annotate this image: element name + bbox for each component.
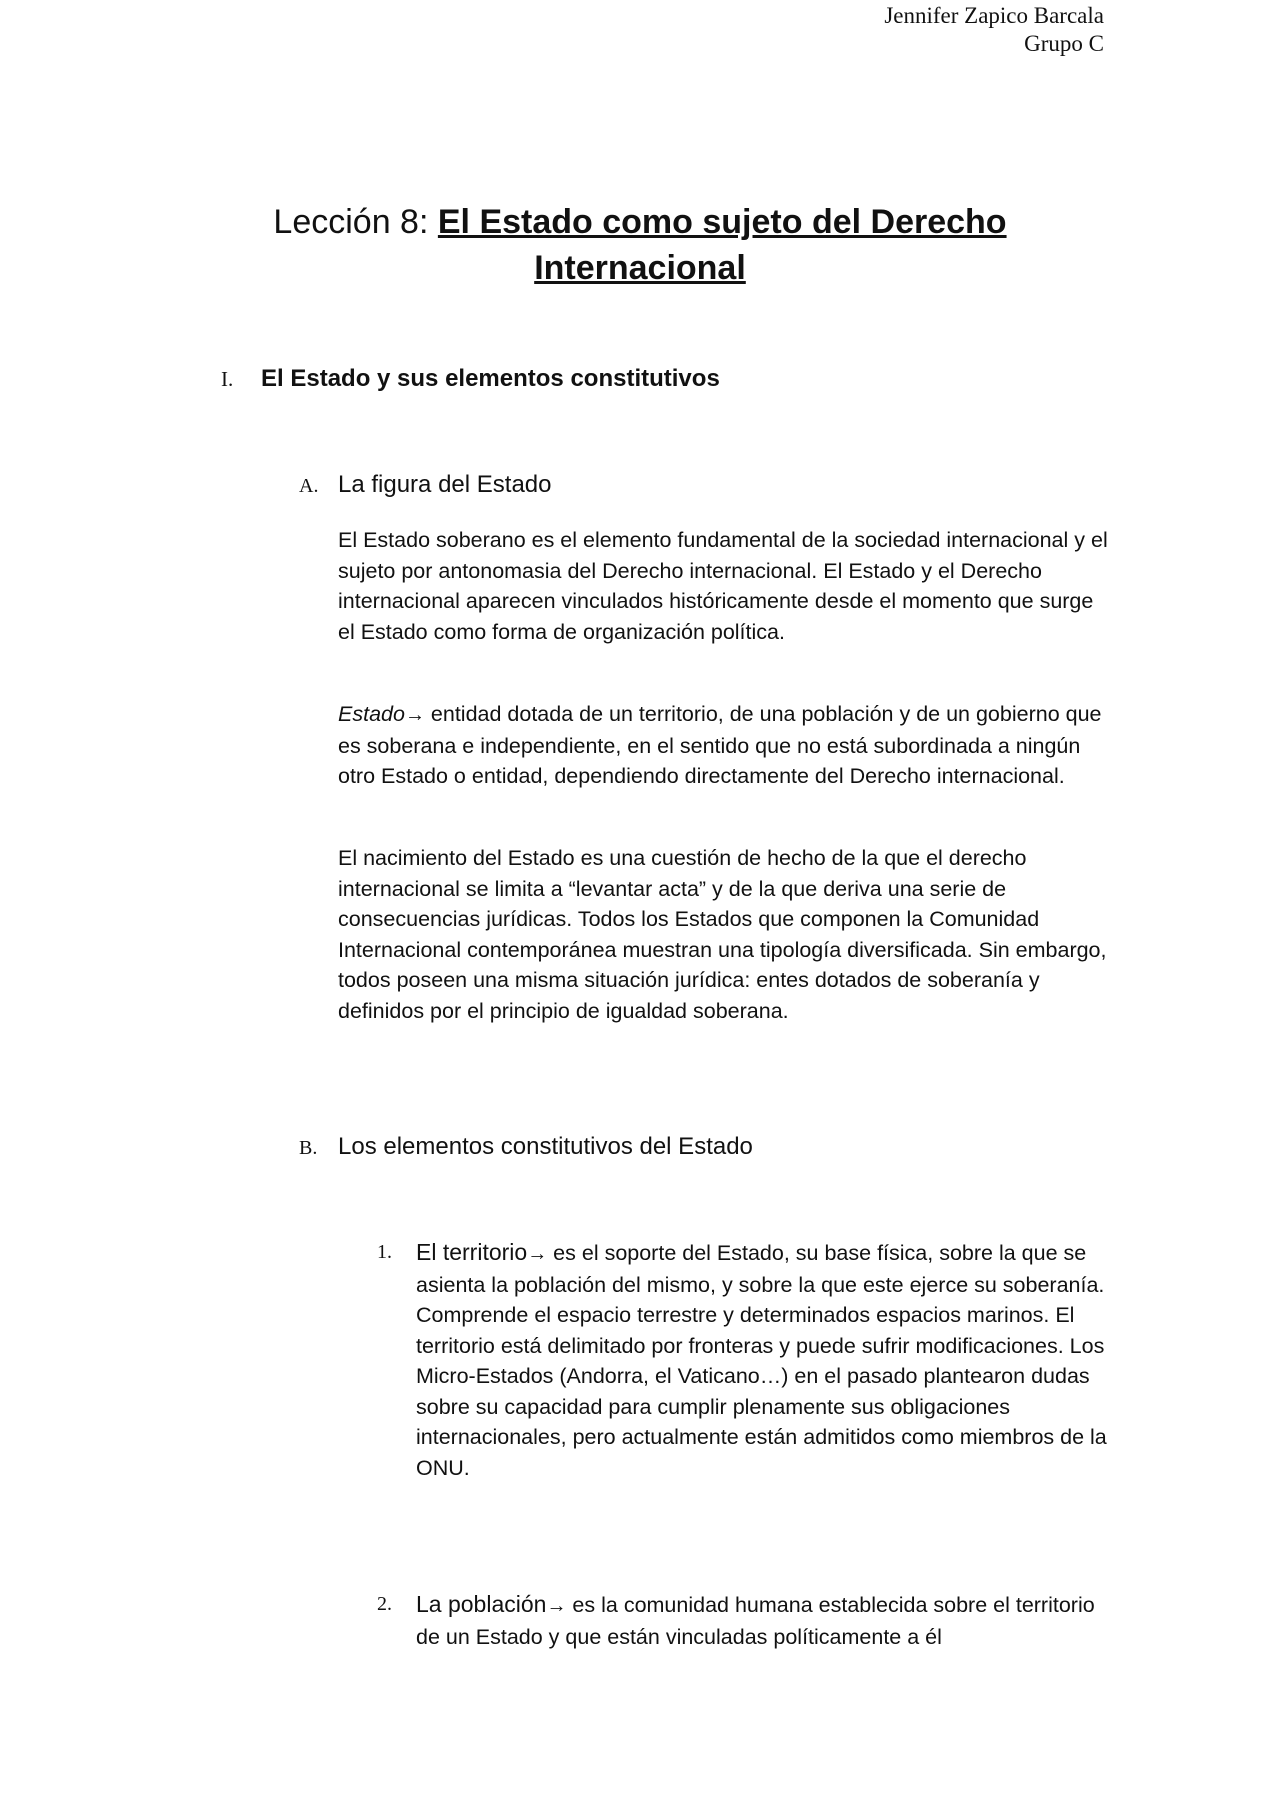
subsection-a-letter: A. [299,475,319,497]
list-item-text: es la comunidad humana establecida sobre el territorio de un Estado y que están vinculadas políticamente a él [416,1593,1095,1649]
subsection-b-heading [299,1131,753,1164]
paragraph-text: El Estado soberano es el elemento fundamental de la sociedad internacional y el sujeto por antonomasia del Derecho internacional. El Estado y el Derecho internacional aparecen vinculados históricamente desde el momento que surge el Estado como forma de organización política. [338,528,1108,644]
list-item-text: es el soporte del Estado, su base física, sobre la que se asienta la población del mismo, y sobre la que este ejerce su soberanía. Comprende el espacio terrestre y determinados espacios marinos. El territorio está delimitado por fronteras y puede sufrir modificaciones. Los Micro-Estados (Andorra, el Vaticano…) en el pasado plantearon dudas sobre su capacidad para cumplir plenamente sus obligaciones internacionales, pero actualmente están admitidos como miembros de la ONU. [416,1241,1107,1480]
page-title [240,199,1040,291]
list-item [377,1237,1107,1483]
author-name: Jennifer Zapico Barcala [884,3,1104,28]
arrow-icon: → [404,704,425,726]
section-heading [221,363,720,395]
arrow-icon: → [546,1595,567,1617]
title-prefix: Lección 8: [273,203,438,241]
definition-term: Estado [338,702,405,726]
paragraph [338,525,1108,647]
list-item-term: La población [416,1591,547,1617]
subsection-b-title: Los elementos constitutivos del Estado [338,1133,753,1160]
group-name: Grupo C [1024,31,1104,56]
page-header [884,2,1104,58]
subsection-b-letter: B. [299,1137,318,1159]
arrow-icon: → [527,1243,548,1265]
list-item-number: 1. [377,1241,392,1263]
title-main: El Estado como sujeto del Derecho Internacional [437,203,1007,287]
list-item [377,1589,1107,1652]
paragraph [338,843,1108,1026]
section-number: I. [221,367,234,391]
subsection-a-heading [299,469,551,502]
definition-paragraph [338,699,1108,792]
paragraph-text: El nacimiento del Estado es una cuestión de hecho de la que el derecho internacional se limita a “levantar acta” y de la que deriva una serie de consecuencias jurídicas. Todos los Estados que componen la Comunidad Internacional contemporánea muestran una tipología diversificada. Sin embargo, todos poseen una misma situación jurídica: entes dotados de soberanía y definidos por el principio de igualdad soberana. [338,846,1107,1023]
list-item-number: 2. [377,1593,392,1615]
list-item-term: El territorio [416,1239,528,1265]
section-title: El Estado y sus elementos constitutivos [261,365,720,392]
subsection-a-title: La figura del Estado [338,471,552,498]
definition-text: entidad dotada de un territorio, de una población y de un gobierno que es soberana e independiente, en el sentido que no está subordinada a ningún otro Estado o entidad, dependiendo directamente del Derecho internacional. [338,702,1102,788]
